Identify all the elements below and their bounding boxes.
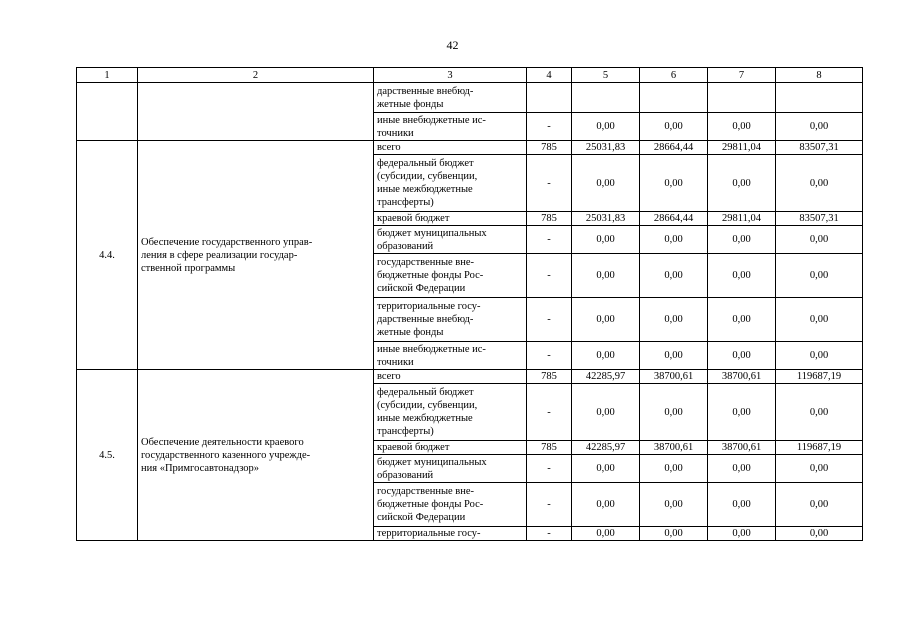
value-cell: 38700,61	[708, 370, 776, 384]
value-cell: 0,00	[640, 384, 708, 441]
code-cell: 785	[527, 370, 572, 384]
value-cell: 38700,61	[708, 441, 776, 455]
code-cell: 785	[527, 212, 572, 226]
code-cell: 785	[527, 441, 572, 455]
value-cell: 0,00	[640, 527, 708, 541]
header-cell: 7	[708, 68, 776, 83]
code-cell: -	[527, 342, 572, 370]
code-cell	[527, 83, 572, 113]
funding-source-cell: федеральный бюджет (субсидии, субвенции, иные межбюджетные трансферты)	[374, 384, 527, 441]
value-cell: 83507,31	[776, 212, 863, 226]
value-cell	[572, 83, 640, 113]
value-cell: 0,00	[708, 483, 776, 527]
item-name-cell: Обеспечение государственного управ- ления в сфере реализации государ- ственной программы	[138, 141, 374, 370]
funding-source-cell: бюджет муниципальных образований	[374, 455, 527, 483]
code-cell: -	[527, 226, 572, 254]
value-cell: 0,00	[572, 384, 640, 441]
value-cell: 0,00	[776, 113, 863, 141]
funding-source-cell: краевой бюджет	[374, 441, 527, 455]
header-cell: 2	[138, 68, 374, 83]
value-cell: 0,00	[776, 455, 863, 483]
value-cell: 0,00	[708, 384, 776, 441]
header-cell: 3	[374, 68, 527, 83]
value-cell: 38700,61	[640, 370, 708, 384]
page-number: 42	[446, 38, 459, 52]
code-cell: -	[527, 455, 572, 483]
value-cell	[640, 83, 708, 113]
item-name-cell: Обеспечение деятельности краевого государственного казенного учрежде- ния «Примгосавтонадзор»	[138, 370, 374, 541]
value-cell: 0,00	[776, 483, 863, 527]
value-cell: 0,00	[572, 226, 640, 254]
value-cell: 0,00	[572, 254, 640, 298]
value-cell: 29811,04	[708, 212, 776, 226]
value-cell: 0,00	[776, 342, 863, 370]
value-cell: 42285,97	[572, 441, 640, 455]
budget-table	[76, 67, 863, 541]
value-cell: 0,00	[572, 527, 640, 541]
funding-source-cell: федеральный бюджет (субсидии, субвенции, иные межбюджетные трансферты)	[374, 155, 527, 212]
table-row	[77, 370, 863, 384]
value-cell: 83507,31	[776, 141, 863, 155]
value-cell: 119687,19	[776, 441, 863, 455]
value-cell: 0,00	[640, 226, 708, 254]
header-cell: 1	[77, 68, 138, 83]
funding-source-cell: бюджет муниципальных образований	[374, 226, 527, 254]
funding-source-cell: всего	[374, 141, 527, 155]
value-cell: 0,00	[640, 254, 708, 298]
header-cell: 4	[527, 68, 572, 83]
value-cell: 25031,83	[572, 212, 640, 226]
value-cell: 0,00	[572, 155, 640, 212]
value-cell: 119687,19	[776, 370, 863, 384]
code-cell: -	[527, 113, 572, 141]
header-cell: 6	[640, 68, 708, 83]
code-cell: 785	[527, 141, 572, 155]
value-cell: 0,00	[640, 298, 708, 342]
value-cell: 0,00	[708, 226, 776, 254]
code-cell: -	[527, 298, 572, 342]
value-cell	[776, 83, 863, 113]
value-cell: 0,00	[776, 254, 863, 298]
value-cell: 0,00	[776, 155, 863, 212]
value-cell: 0,00	[572, 113, 640, 141]
funding-source-cell: иные внебюджетные ис- точники	[374, 342, 527, 370]
value-cell: 0,00	[640, 483, 708, 527]
value-cell: 0,00	[708, 113, 776, 141]
value-cell: 0,00	[708, 155, 776, 212]
value-cell: 42285,97	[572, 370, 640, 384]
value-cell: 0,00	[708, 254, 776, 298]
value-cell: 0,00	[572, 483, 640, 527]
funding-source-cell: краевой бюджет	[374, 212, 527, 226]
value-cell: 0,00	[572, 455, 640, 483]
value-cell: 38700,61	[640, 441, 708, 455]
value-cell: 25031,83	[572, 141, 640, 155]
value-cell: 0,00	[640, 455, 708, 483]
code-cell: -	[527, 254, 572, 298]
value-cell: 0,00	[776, 527, 863, 541]
funding-source-cell: государственные вне- бюджетные фонды Рос- сийской Федерации	[374, 483, 527, 527]
code-cell: -	[527, 483, 572, 527]
value-cell: 0,00	[572, 342, 640, 370]
code-cell: -	[527, 527, 572, 541]
value-cell: 0,00	[776, 226, 863, 254]
header-cell: 5	[572, 68, 640, 83]
value-cell: 0,00	[708, 455, 776, 483]
table-row	[77, 83, 863, 113]
value-cell	[708, 83, 776, 113]
value-cell: 0,00	[640, 342, 708, 370]
funding-source-cell: государственные вне- бюджетные фонды Рос- сийской Федерации	[374, 254, 527, 298]
value-cell: 0,00	[572, 298, 640, 342]
value-cell: 0,00	[708, 527, 776, 541]
value-cell: 0,00	[708, 342, 776, 370]
funding-source-cell: дарственные внебюд- жетные фонды	[374, 83, 527, 113]
header-row	[77, 68, 863, 83]
value-cell: 0,00	[640, 155, 708, 212]
value-cell: 28664,44	[640, 141, 708, 155]
header-cell: 8	[776, 68, 863, 83]
value-cell: 0,00	[776, 384, 863, 441]
value-cell: 28664,44	[640, 212, 708, 226]
funding-source-cell: всего	[374, 370, 527, 384]
value-cell: 0,00	[640, 113, 708, 141]
value-cell: 29811,04	[708, 141, 776, 155]
item-number-cell: 4.4.	[77, 141, 138, 370]
item-number-cell: 4.5.	[77, 370, 138, 541]
funding-source-cell: территориальные госу- дарственные внебюд- жетные фонды	[374, 298, 527, 342]
funding-source-cell: территориальные госу-	[374, 527, 527, 541]
item-name-cell	[138, 83, 374, 141]
value-cell: 0,00	[708, 298, 776, 342]
item-number-cell	[77, 83, 138, 141]
code-cell: -	[527, 155, 572, 212]
code-cell: -	[527, 384, 572, 441]
funding-source-cell: иные внебюджетные ис- точники	[374, 113, 527, 141]
table-row	[77, 141, 863, 155]
value-cell: 0,00	[776, 298, 863, 342]
